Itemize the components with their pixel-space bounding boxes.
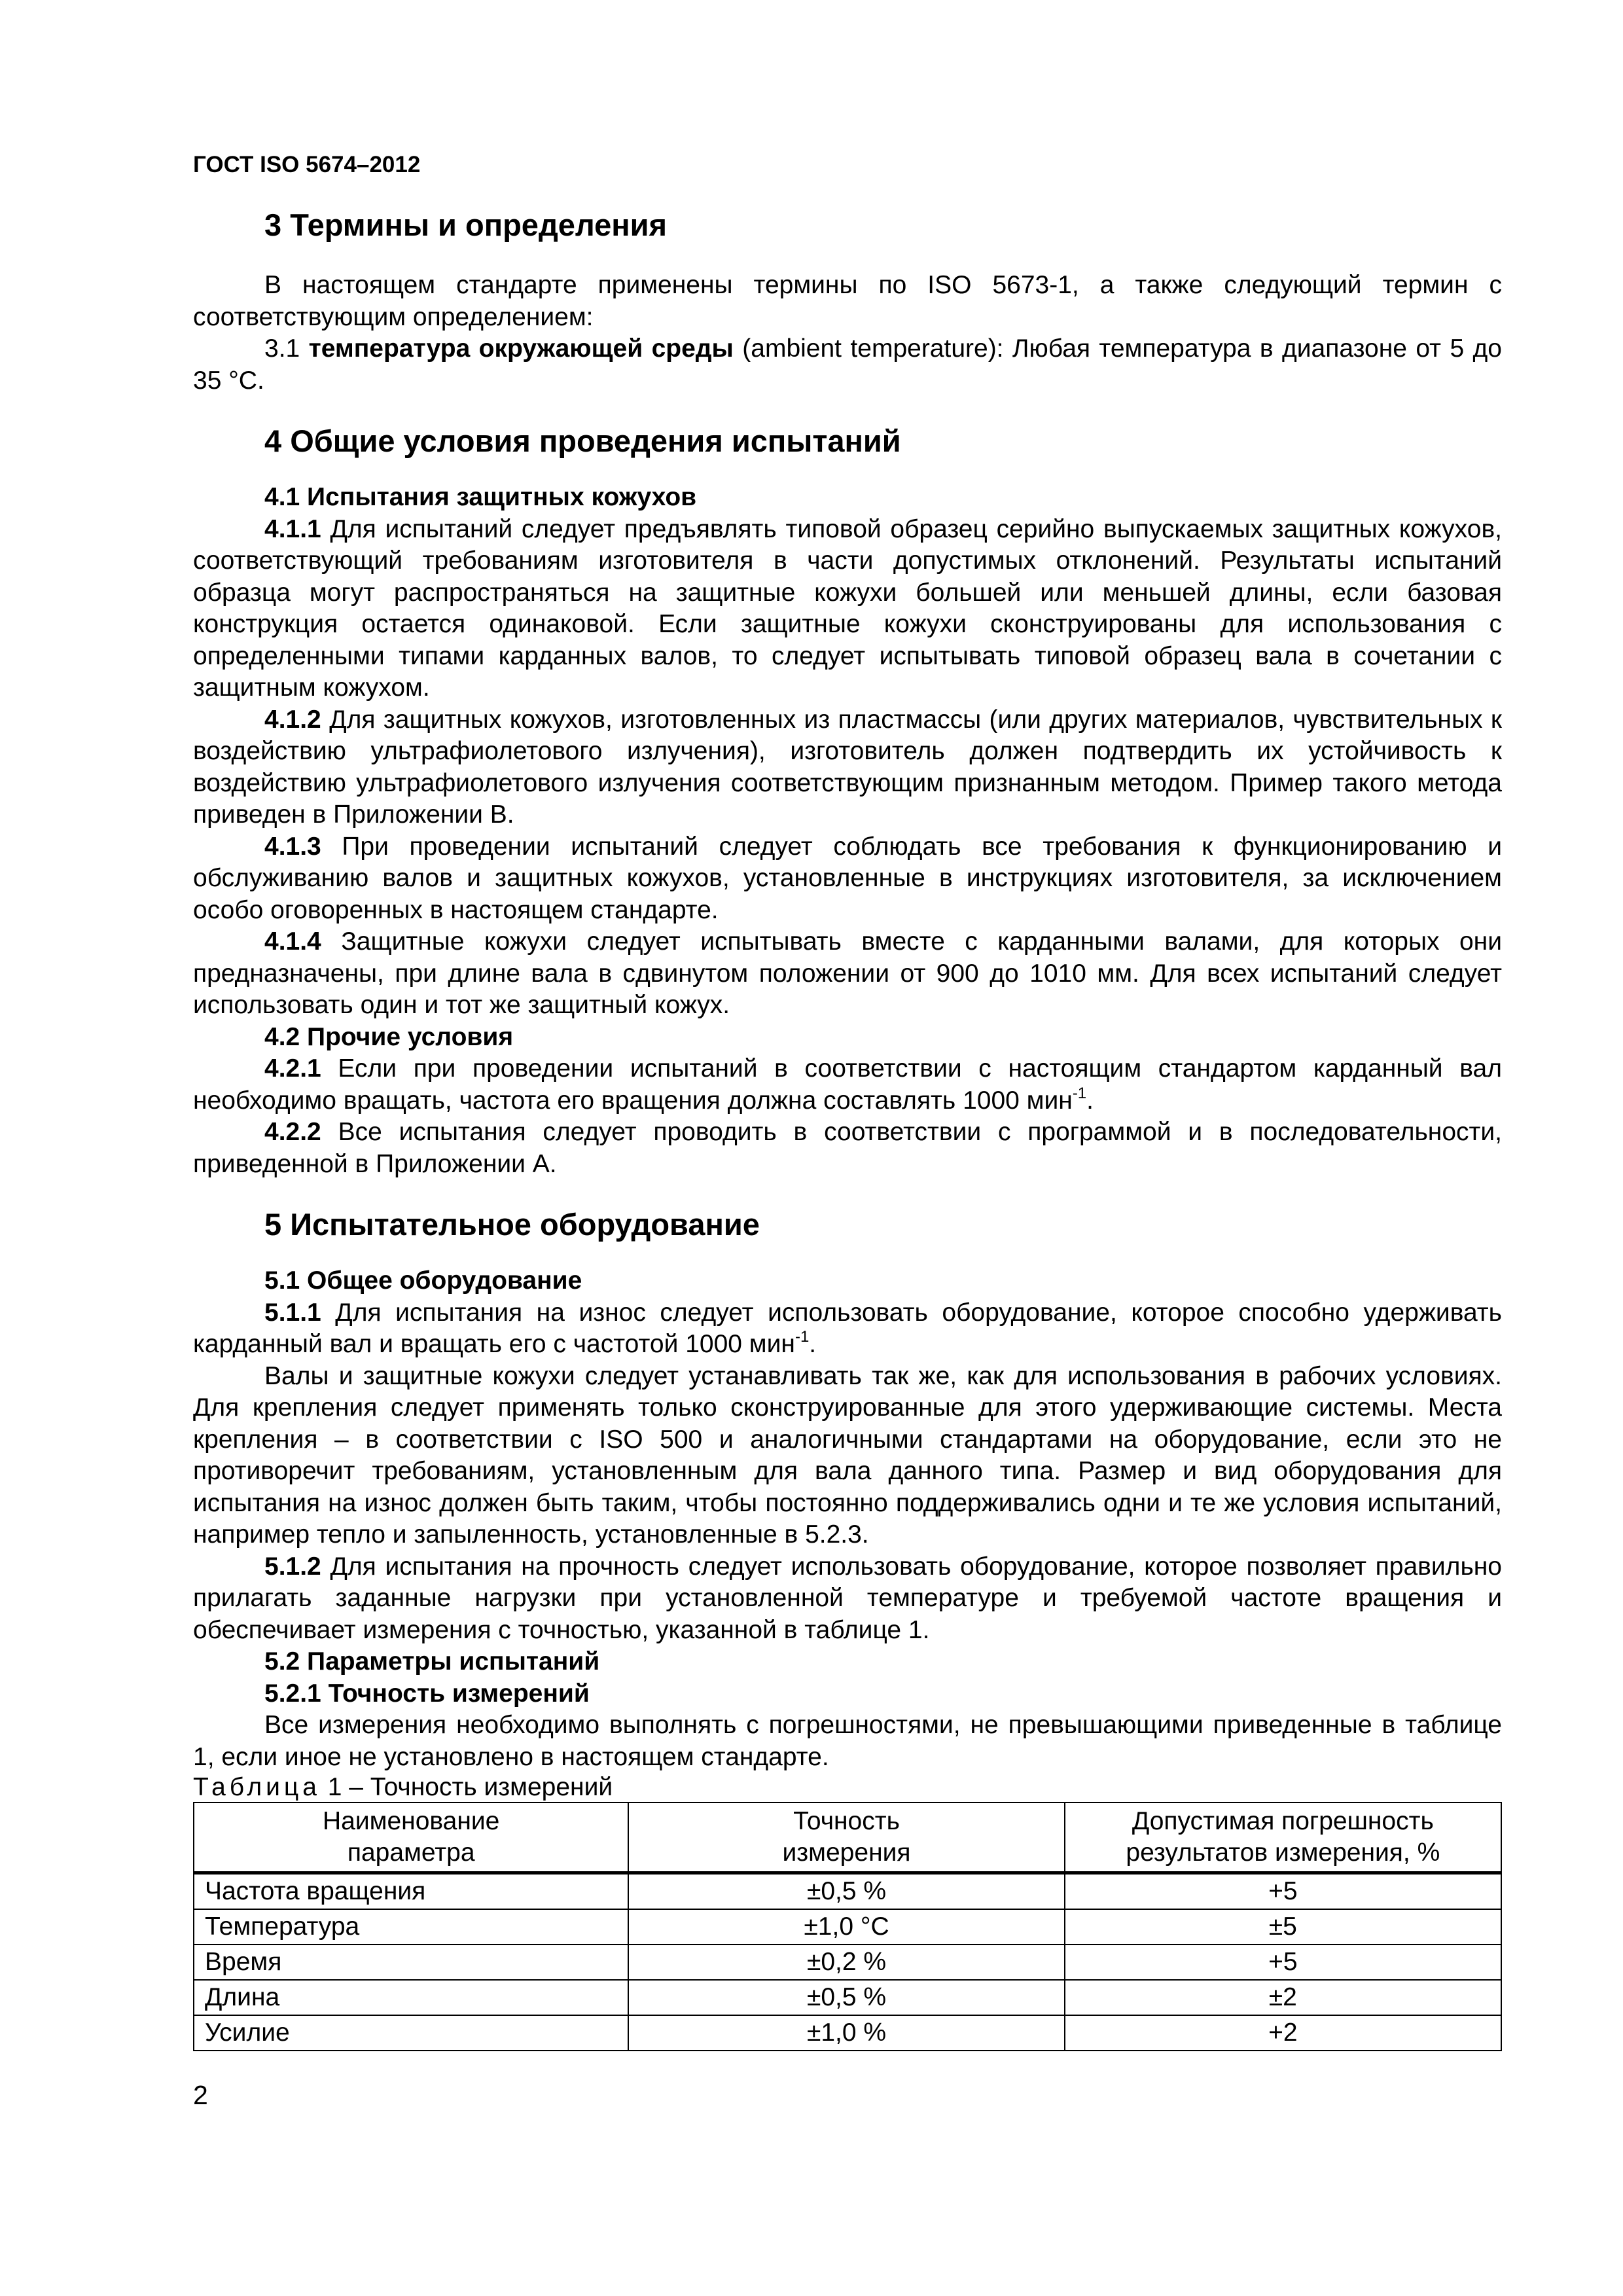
clause-text: Защитные кожухи следует испытывать вместе с карданными валами, для которых они предназначены, при длине вала в сдвинутом положении от 900 до 1010 мм. Для всех испытаний следует использовать один и тот же защитный кожух. [193, 927, 1502, 1019]
table-header-cell: Наименование параметра [194, 1803, 628, 1873]
clause-4-1-4 [193, 926, 1502, 1022]
parameter-cell: Длина [194, 1980, 628, 2015]
table-caption-word: Таблица [193, 1773, 321, 1801]
subsection-5-1-title: 5.1 Общее оборудование [264, 1266, 582, 1295]
clause-4-2-1 [193, 1053, 1502, 1117]
parameter-cell: Усилие [194, 2015, 628, 2051]
page-number: 2 [193, 2080, 208, 2110]
table-row [194, 1909, 1501, 1945]
clause-number: 4.1.2 [264, 705, 321, 734]
clause-text: При проведении испытаний следует соблюдать все требования к функционированию и обслуживанию валов и защитных кожухов, установленные в инструкциях изготовителя, за исключением особо оговоренных в настоящем стандарте. [193, 832, 1502, 924]
clause-number: 4.2.1 [264, 1054, 321, 1083]
clause-text: Если при проведении испытаний в соответствии с настоящим стандартом карданный вал необходимо вращать, частота его вращения должна составлять 1000 мин [193, 1054, 1502, 1115]
superscript: -1 [1072, 1084, 1087, 1102]
clause-4-1-2 [193, 704, 1502, 831]
clause-number: 5.1.2 [264, 1552, 321, 1581]
error-cell: +5 [1065, 1873, 1501, 1910]
table-row [194, 2015, 1501, 2051]
table-row [194, 1873, 1501, 1910]
section-5-title: 5 Испытательное оборудование [264, 1207, 760, 1242]
clause-end: . [1086, 1086, 1094, 1115]
clause-text: Для испытания на прочность следует использовать оборудование, которое позволяет правильно прилагать заданные нагрузки при установленной температуре и требуемой частоте вращения и обеспечивает измерения с точностью, указанной в таблице 1. [193, 1552, 1502, 1644]
error-cell: +5 [1065, 1945, 1501, 1980]
clause-5-1-1-continued: Валы и защитные кожухи следует устанавливать так же, как для использования в рабочих условиях. Для крепления следует применять только сконструированные для этого удерживающие системы. Места крепления – в соответствии с ISO 500 и аналогичными стандартами на оборудование, если это не противоречит требованиям, установленным для вала данного типа. Размер и вид оборудования для испытания на износ должен быть таким, чтобы постоянно поддерживались одни и те же условия испытаний, например тепло и запыленность, установленные в 5.2.3. [193, 1361, 1502, 1549]
superscript: -1 [794, 1328, 810, 1346]
table-header-cell: Точность измерения [628, 1803, 1064, 1873]
accuracy-cell: ±0,5 % [628, 1873, 1064, 1910]
table-row [194, 1945, 1501, 1980]
parameter-cell: Время [194, 1945, 628, 1980]
accuracy-cell: ±0,2 % [628, 1945, 1064, 1980]
definition-text: (ambient temperature): Любая температура в диапазоне от 5 до 35 °С. [193, 334, 1502, 395]
clause-end: . [809, 1330, 817, 1358]
accuracy-cell: ±1,0 % [628, 2015, 1064, 2051]
section-4-title: 4 Общие условия проведения испытаний [264, 423, 901, 458]
section-3-intro: В настоящем стандарте применены термины по ISO 5673-1, а также следующий термин с соответствующим определением: [193, 271, 1502, 331]
subsection-4-2-title: 4.2 Прочие условия [264, 1022, 514, 1051]
clause-number: 5.1.1 [264, 1298, 321, 1327]
clause-4-2-2 [193, 1117, 1502, 1180]
clause-5-1-1 [193, 1297, 1502, 1361]
clause-4-1-1 [193, 514, 1502, 704]
document-page [193, 149, 1502, 2051]
subsection-5-2-1-title: 5.2.1 Точность измерений [264, 1679, 590, 1708]
table-caption-title: 1 – Точность измерений [320, 1773, 613, 1801]
clause-text: Для защитных кожухов, изготовленных из пластмассы (или других материалов, чувствительных к воздействию ультрафиолетового излучения), изготовитель должен подтвердить их устойчивость к воздействию ультрафиолетового излучения соответствующим признанным методом. Пример такого метода приведен в Приложении В. [193, 705, 1502, 829]
clause-number: 4.1.1 [264, 514, 321, 543]
accuracy-table [193, 1802, 1502, 2051]
accuracy-cell: ±0,5 % [628, 1980, 1064, 2015]
error-cell: +2 [1065, 2015, 1501, 2051]
error-cell: ±5 [1065, 1909, 1501, 1945]
subsection-4-1-title: 4.1 Испытания защитных кожухов [264, 483, 697, 511]
definition-term: температура окружающей среды [308, 334, 734, 363]
parameter-cell: Частота вращения [194, 1873, 628, 1910]
clause-5-1-2 [193, 1551, 1502, 1647]
clause-number: 4.2.2 [264, 1118, 321, 1146]
definition-number: 3.1 [264, 334, 309, 363]
clause-text: Для испытания на износ следует использовать оборудование, которое способно удерживать карданный вал и вращать его с частотой 1000 мин [193, 1298, 1502, 1358]
clause-text: Все испытания следует проводить в соответствии с программой и в последовательности, приведенной в Приложении А. [193, 1118, 1502, 1178]
table-row [194, 1980, 1501, 2015]
error-cell: ±2 [1065, 1980, 1501, 2015]
table-header-cell: Допустимая погрешность результатов измерения, % [1065, 1803, 1501, 1873]
accuracy-cell: ±1,0 °С [628, 1909, 1064, 1945]
table-caption [193, 1773, 1502, 1802]
document-id: ГОСТ ISO 5674–2012 [193, 152, 421, 177]
parameter-cell: Температура [194, 1909, 628, 1945]
clause-text: Для испытаний следует предъявлять типовой образец серийно выпускаемых защитных кожухов, соответствующий требованиям изготовителя в части допустимых отклонений. Результаты испытаний образца могут распространяться на защитные кожухи большей или меньшей длины, если базовая конструкция остается одинаковой. Если защитные кожухи сконструированы для использования с определенными типами карданных валов, то следует испытывать типовой образец вала в сочетании с защитным кожухом. [193, 514, 1502, 702]
clause-5-2-1-text: Все измерения необходимо выполнять с погрешностями, не превышающими приведенные в таблице 1, если иное не установлено в настоящем стандарте. [193, 1711, 1502, 1771]
table-header-row [194, 1803, 1501, 1873]
definition-3-1 [193, 333, 1502, 397]
section-3-title: 3 Термины и определения [264, 207, 667, 242]
clause-4-1-3 [193, 831, 1502, 927]
clause-number: 4.1.3 [264, 832, 321, 861]
subsection-5-2-title: 5.2 Параметры испытаний [264, 1647, 600, 1676]
clause-number: 4.1.4 [264, 927, 321, 956]
